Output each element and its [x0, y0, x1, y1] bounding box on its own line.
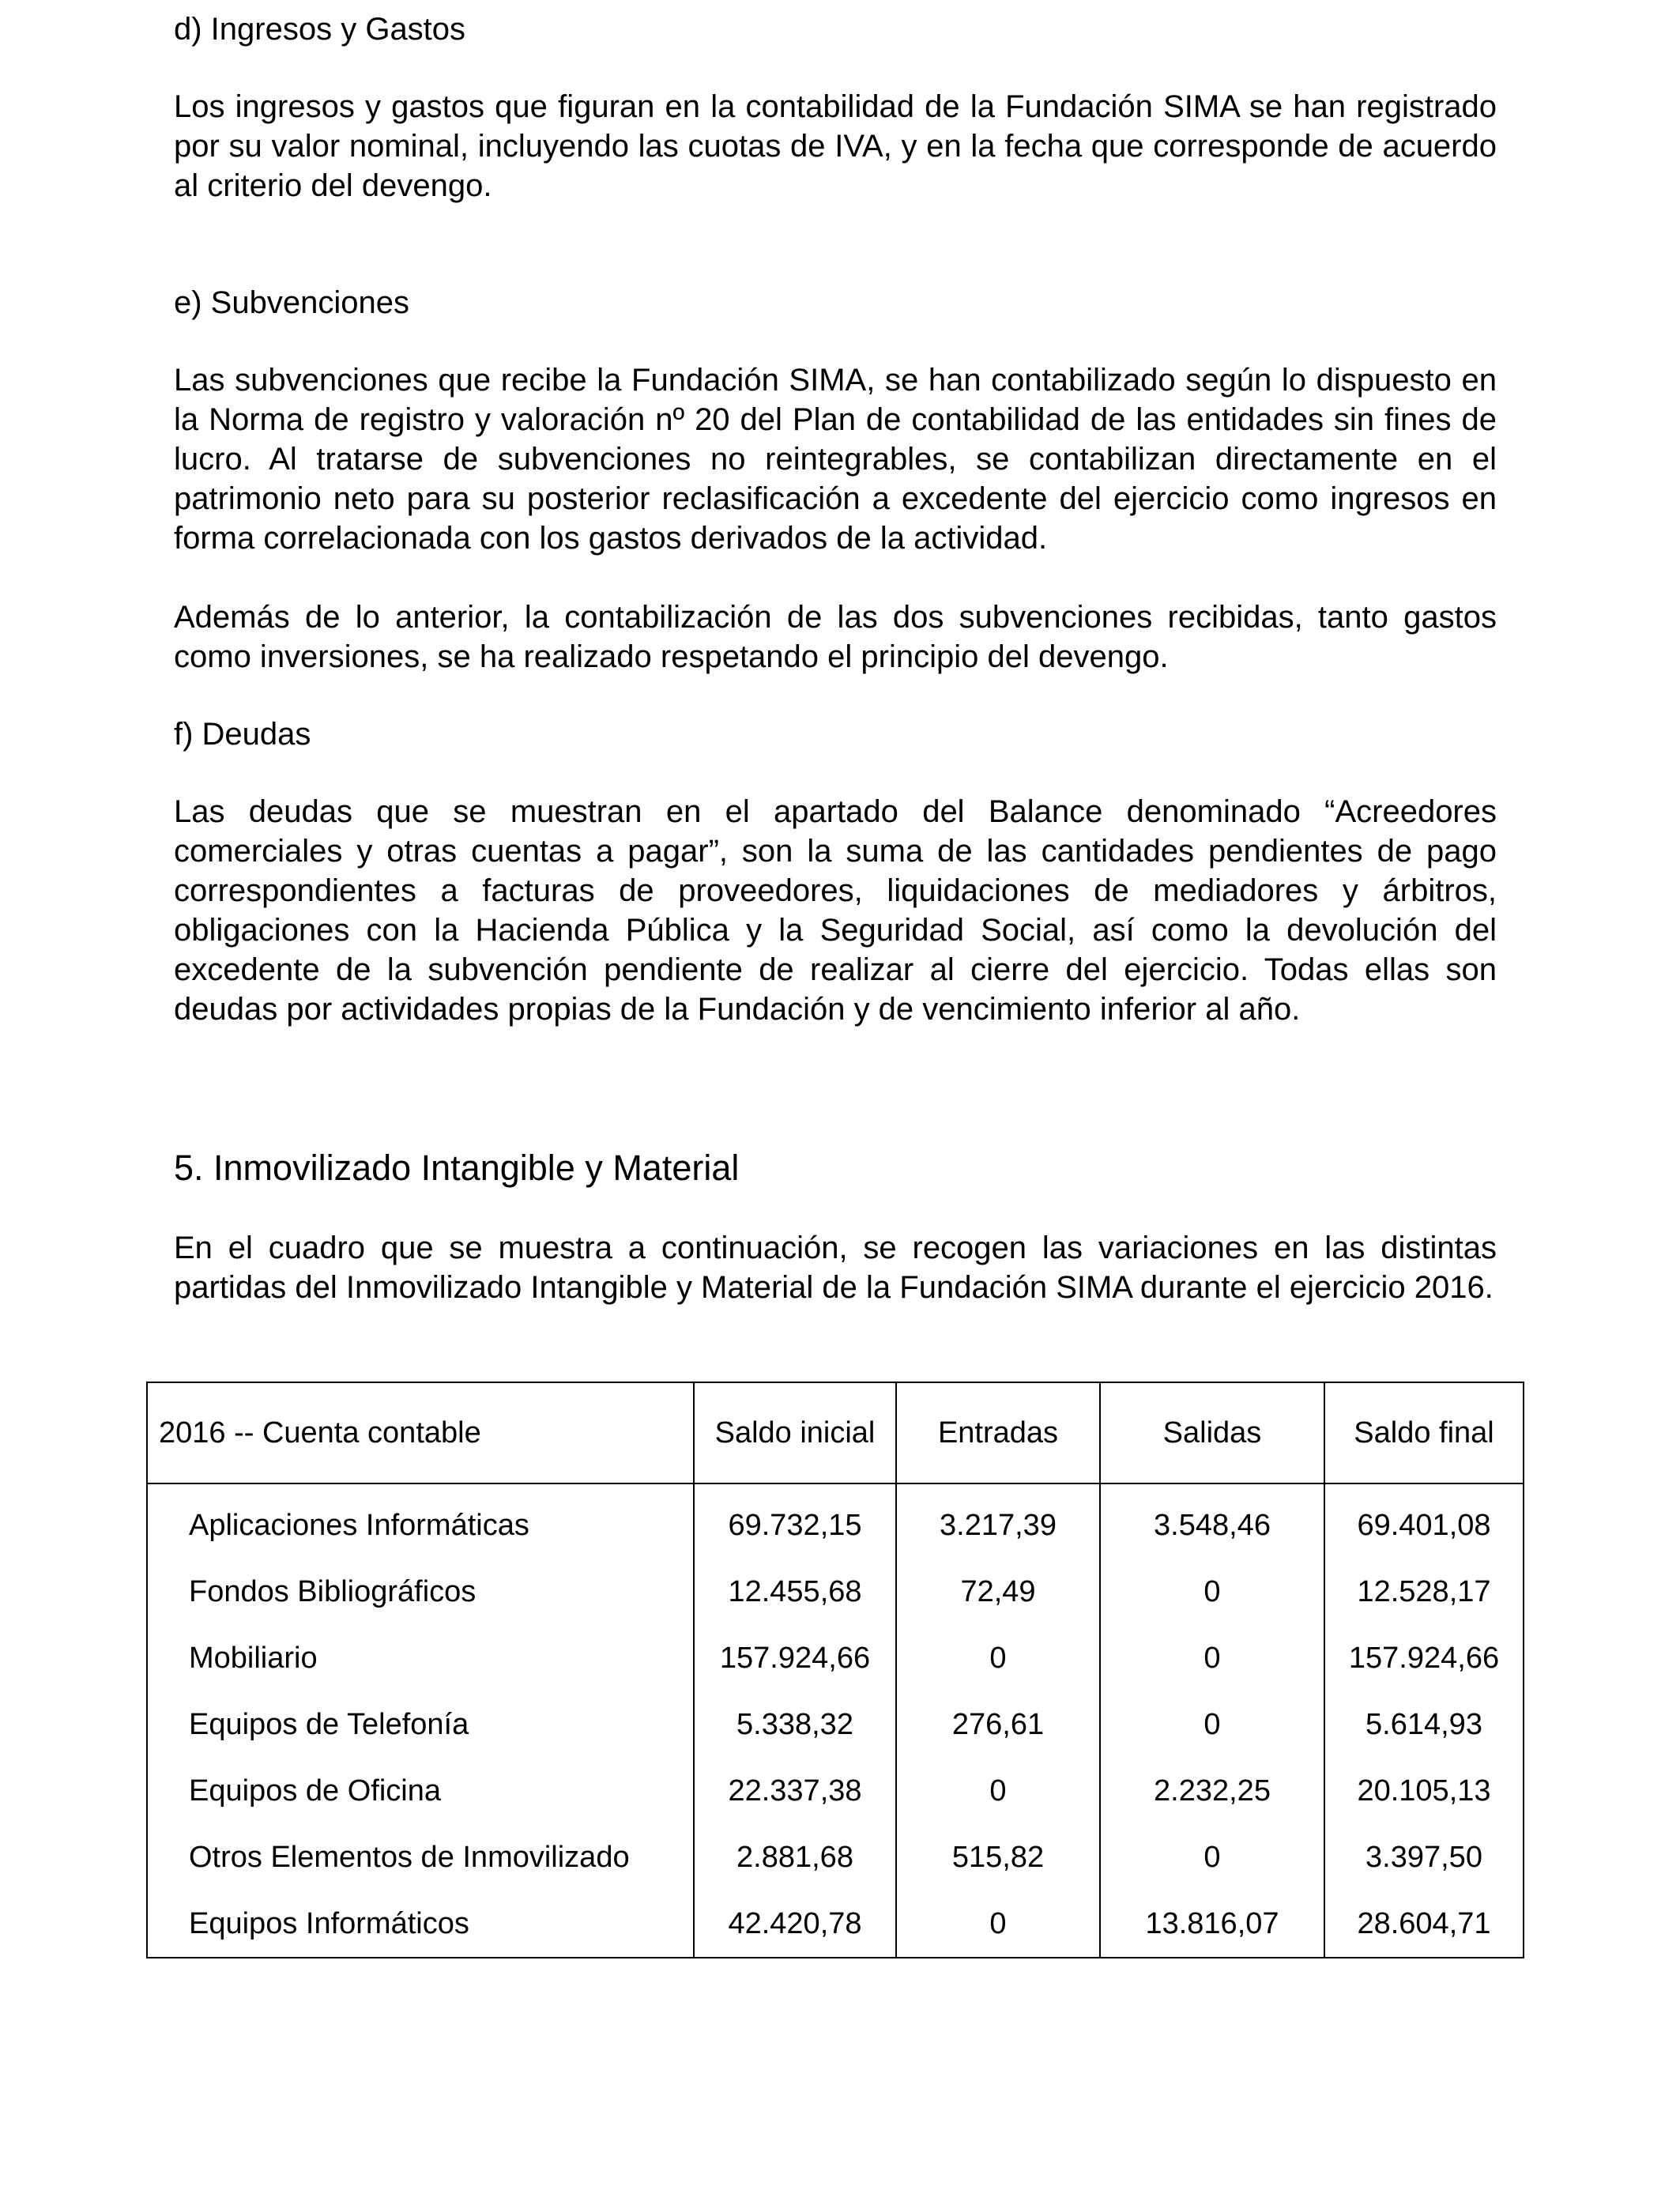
- table-row: [147, 1891, 1524, 1958]
- heading-deudas: f) Deudas: [174, 717, 311, 752]
- paragraph-inmovilizado: En el cuadro que se muestra a continuación, se recogen las variaciones en las distintas partidas del Inmovilizado Intangible y Material de la Fundación SIMA durante el ejercicio 2016.: [174, 1231, 1497, 1305]
- paragraph-deudas: Las deudas que se muestran en el apartado del Balance denominado “Acreedores comerciales y otras cuentas a pagar”, son la suma de las cantidades pendientes de pago correspondientes a facturas de proveedores, liquidaciones de mediadores y árbitros, obligaciones con la Hacienda Pública y la Seguridad Social, así como la devolución del excedente de la subvención pendiente de realizar al cierre del ejercicio. Todas ellas son deudas por actividades propias de la Fundación y de vencimiento inferior al año.: [174, 794, 1497, 1027]
- cell-entradas: 3.217,39: [896, 1483, 1100, 1559]
- paragraph-subvenciones-2: Además de lo anterior, la contabilización de las dos subvenciones recibidas, tanto gastos como inversiones, se ha realizado respetando el principio del devengo.: [174, 600, 1497, 674]
- header-salidas: Salidas: [1100, 1382, 1324, 1483]
- cell-entradas: 0: [896, 1891, 1100, 1958]
- assets-table: [146, 1382, 1524, 1958]
- table-row: [147, 1824, 1524, 1891]
- cell-cuenta: Equipos Informáticos: [147, 1891, 694, 1958]
- cell-salidas: 2.232,25: [1100, 1758, 1324, 1824]
- cell-saldo-inicial: 42.420,78: [694, 1891, 896, 1958]
- cell-saldo-inicial: 12.455,68: [694, 1559, 896, 1625]
- cell-saldo-inicial: 69.732,15: [694, 1483, 896, 1559]
- cell-saldo-final: 69.401,08: [1324, 1483, 1524, 1559]
- table-row: [147, 1483, 1524, 1559]
- cell-salidas: 0: [1100, 1691, 1324, 1758]
- cell-cuenta: Mobiliario: [147, 1625, 694, 1691]
- table-row: [147, 1758, 1524, 1824]
- cell-entradas: 72,49: [896, 1559, 1100, 1625]
- section-title-inmovilizado: 5. Inmovilizado Intangible y Material: [174, 1148, 740, 1188]
- cell-entradas: 515,82: [896, 1824, 1100, 1891]
- paragraph-ingresos-gastos: Los ingresos y gastos que figuran en la contabilidad de la Fundación SIMA se han registrado por su valor nominal, incluyendo las cuotas de IVA, y en la fecha que corresponde de acuerdo al criterio del devengo.: [174, 89, 1497, 203]
- header-saldo-inicial: Saldo inicial: [694, 1382, 896, 1483]
- cell-cuenta: Aplicaciones Informáticas: [147, 1483, 694, 1559]
- cell-saldo-inicial: 5.338,32: [694, 1691, 896, 1758]
- cell-saldo-inicial: 22.337,38: [694, 1758, 896, 1824]
- table-row: [147, 1691, 1524, 1758]
- cell-salidas: 0: [1100, 1625, 1324, 1691]
- cell-saldo-inicial: 2.881,68: [694, 1824, 896, 1891]
- cell-saldo-final: 3.397,50: [1324, 1824, 1524, 1891]
- cell-entradas: 0: [896, 1625, 1100, 1691]
- cell-cuenta: Otros Elementos de Inmovilizado: [147, 1824, 694, 1891]
- table-row: [147, 1559, 1524, 1625]
- paragraph-subvenciones-1: Las subvenciones que recibe la Fundación SIMA, se han contabilizado según lo dispuesto en la Norma de registro y valoración nº 20 del Plan de contabilidad de las entidades sin fines de lucro. Al tratarse de subvenciones no reintegrables, se contabilizan directamente en el patrimonio neto para su posterior reclasificación a excedente del ejercicio como ingresos en forma correlacionada con los gastos derivados de la actividad.: [174, 363, 1497, 556]
- cell-entradas: 0: [896, 1758, 1100, 1824]
- cell-saldo-inicial: 157.924,66: [694, 1625, 896, 1691]
- cell-saldo-final: 5.614,93: [1324, 1691, 1524, 1758]
- cell-cuenta: Equipos de Telefonía: [147, 1691, 694, 1758]
- header-cuenta: 2016 -- Cuenta contable: [147, 1382, 694, 1483]
- cell-entradas: 276,61: [896, 1691, 1100, 1758]
- cell-saldo-final: 20.105,13: [1324, 1758, 1524, 1824]
- cell-cuenta: Equipos de Oficina: [147, 1758, 694, 1824]
- heading-subvenciones: e) Subvenciones: [174, 285, 409, 320]
- cell-salidas: 0: [1100, 1559, 1324, 1625]
- cell-salidas: 13.816,07: [1100, 1891, 1324, 1958]
- header-saldo-final: Saldo final: [1324, 1382, 1524, 1483]
- cell-saldo-final: 28.604,71: [1324, 1891, 1524, 1958]
- header-entradas: Entradas: [896, 1382, 1100, 1483]
- table-header-row: [147, 1382, 1524, 1483]
- cell-saldo-final: 157.924,66: [1324, 1625, 1524, 1691]
- heading-ingresos-gastos: d) Ingresos y Gastos: [174, 12, 466, 47]
- table-row: [147, 1625, 1524, 1691]
- cell-saldo-final: 12.528,17: [1324, 1559, 1524, 1625]
- cell-salidas: 0: [1100, 1824, 1324, 1891]
- cell-salidas: 3.548,46: [1100, 1483, 1324, 1559]
- cell-cuenta: Fondos Bibliográficos: [147, 1559, 694, 1625]
